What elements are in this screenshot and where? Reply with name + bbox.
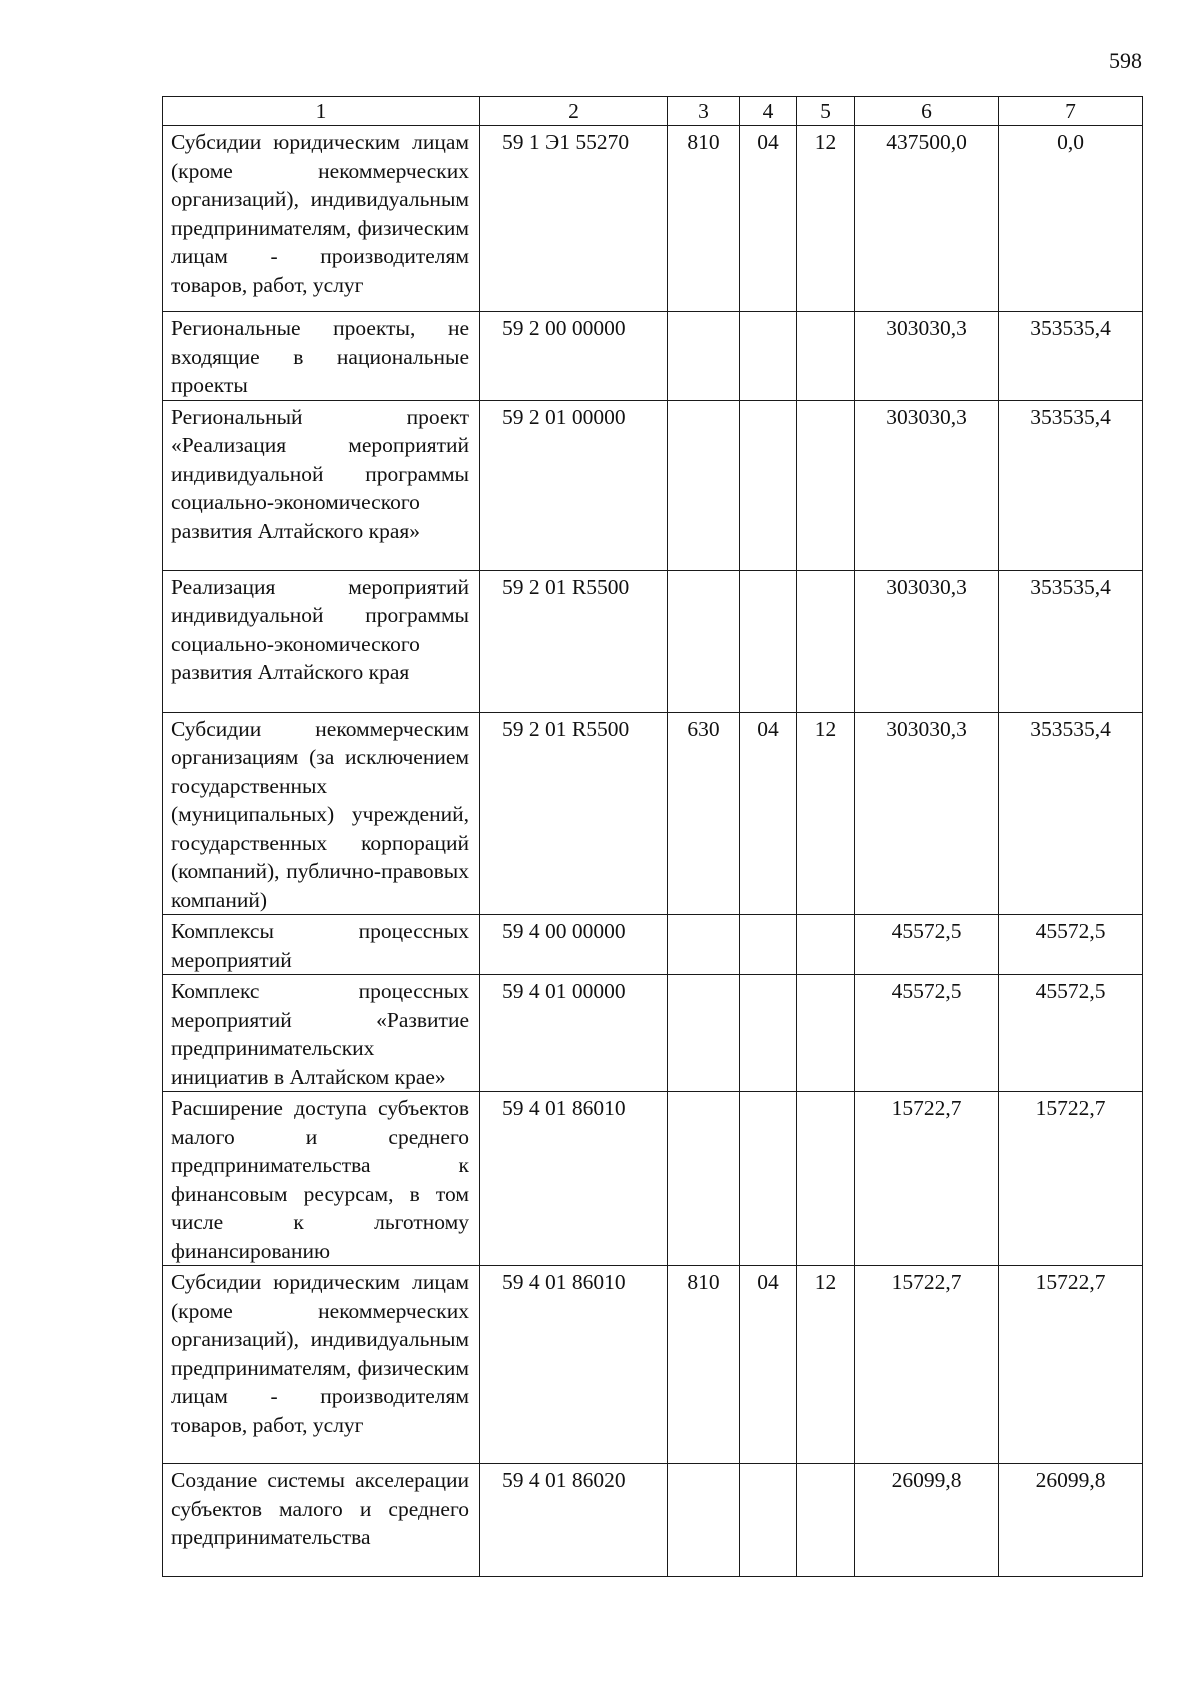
row-rz xyxy=(740,1464,797,1577)
row-vr xyxy=(668,1464,740,1577)
row-sum-1: 15722,7 xyxy=(855,1092,999,1266)
column-header: 5 xyxy=(797,97,855,126)
row-pr xyxy=(797,975,855,1092)
row-pr: 12 xyxy=(797,126,855,312)
row-sum-2: 353535,4 xyxy=(999,312,1143,401)
table-row xyxy=(163,712,1143,915)
row-rz xyxy=(740,975,797,1092)
row-pr: 12 xyxy=(797,712,855,915)
column-header: 6 xyxy=(855,97,999,126)
row-sum-2: 353535,4 xyxy=(999,570,1143,712)
row-sum-2: 45572,5 xyxy=(999,975,1143,1092)
row-rz: 04 xyxy=(740,126,797,312)
row-name: Региональные проекты, не входящие в национальные проекты xyxy=(163,312,480,401)
row-vr xyxy=(668,400,740,570)
row-name: Комплексы процессных мероприятий xyxy=(163,915,480,975)
row-name: Реализация мероприятий индивидуальной программы социально-экономического развития Алтайского края xyxy=(163,570,480,712)
row-pr xyxy=(797,400,855,570)
table-row xyxy=(163,570,1143,712)
row-name: Комплекс процессных мероприятий «Развитие предпринимательских инициатив в Алтайском крае» xyxy=(163,975,480,1092)
page-number: 598 xyxy=(1109,48,1142,73)
row-vr: 810 xyxy=(668,1266,740,1464)
row-vr xyxy=(668,975,740,1092)
column-header: 2 xyxy=(480,97,668,126)
row-code: 59 4 01 00000 xyxy=(480,975,668,1092)
row-code: 59 1 Э1 55270 xyxy=(480,126,668,312)
row-vr xyxy=(668,312,740,401)
row-name: Расширение доступа субъектов малого и среднего предпринимательства к финансовым ресурсам, в том числе к льготному финансированию xyxy=(163,1092,480,1266)
row-name: Региональный проект «Реализация мероприятий индивидуальной программы социально-экономического развития Алтайского края» xyxy=(163,400,480,570)
row-code: 59 2 00 00000 xyxy=(480,312,668,401)
row-sum-1: 45572,5 xyxy=(855,915,999,975)
table-row xyxy=(163,915,1143,975)
table-row xyxy=(163,975,1143,1092)
column-header: 7 xyxy=(999,97,1143,126)
row-rz: 04 xyxy=(740,712,797,915)
row-sum-1: 45572,5 xyxy=(855,975,999,1092)
row-sum-2: 26099,8 xyxy=(999,1464,1143,1577)
row-vr: 630 xyxy=(668,712,740,915)
header-row xyxy=(163,97,1143,126)
row-sum-2: 353535,4 xyxy=(999,400,1143,570)
row-name: Субсидии юридическим лицам (кроме некоммерческих организаций), индивидуальным предпринимателям, физическим лицам - производителям товаров, работ, услуг xyxy=(163,1266,480,1464)
row-sum-2: 15722,7 xyxy=(999,1092,1143,1266)
row-rz xyxy=(740,570,797,712)
row-code: 59 2 01 00000 xyxy=(480,400,668,570)
row-code: 59 4 01 86010 xyxy=(480,1092,668,1266)
row-pr xyxy=(797,915,855,975)
row-sum-2: 0,0 xyxy=(999,126,1143,312)
row-code: 59 2 01 R5500 xyxy=(480,570,668,712)
row-name: Субсидии юридическим лицам (кроме некоммерческих организаций), индивидуальным предпринимателям, физическим лицам - производителям товаров, работ, услуг xyxy=(163,126,480,312)
row-rz xyxy=(740,400,797,570)
row-sum-1: 303030,3 xyxy=(855,312,999,401)
column-header: 1 xyxy=(163,97,480,126)
table-row xyxy=(163,1266,1143,1464)
row-code: 59 2 01 R5500 xyxy=(480,712,668,915)
table-row xyxy=(163,1092,1143,1266)
row-name: Субсидии некоммерческим организациям (за исключением государственных (муниципальных) учреждений, государственных корпораций (компаний), публично-правовых компаний) xyxy=(163,712,480,915)
table-row xyxy=(163,1464,1143,1577)
row-sum-2: 45572,5 xyxy=(999,915,1143,975)
row-sum-2: 353535,4 xyxy=(999,712,1143,915)
row-rz xyxy=(740,1092,797,1266)
budget-table xyxy=(162,96,1143,1577)
row-sum-1: 303030,3 xyxy=(855,712,999,915)
row-sum-1: 437500,0 xyxy=(855,126,999,312)
row-sum-1: 15722,7 xyxy=(855,1266,999,1464)
row-vr xyxy=(668,915,740,975)
row-code: 59 4 01 86010 xyxy=(480,1266,668,1464)
table-row xyxy=(163,400,1143,570)
row-sum-1: 26099,8 xyxy=(855,1464,999,1577)
row-pr xyxy=(797,1092,855,1266)
table-row xyxy=(163,126,1143,312)
row-rz xyxy=(740,312,797,401)
row-sum-2: 15722,7 xyxy=(999,1266,1143,1464)
row-pr: 12 xyxy=(797,1266,855,1464)
row-vr: 810 xyxy=(668,126,740,312)
row-pr xyxy=(797,312,855,401)
row-vr xyxy=(668,570,740,712)
row-vr xyxy=(668,1092,740,1266)
row-sum-1: 303030,3 xyxy=(855,570,999,712)
column-header: 4 xyxy=(740,97,797,126)
row-name: Создание системы акселерации субъектов малого и среднего предпринимательства xyxy=(163,1464,480,1577)
row-pr xyxy=(797,570,855,712)
row-sum-1: 303030,3 xyxy=(855,400,999,570)
row-pr xyxy=(797,1464,855,1577)
row-code: 59 4 01 86020 xyxy=(480,1464,668,1577)
row-code: 59 4 00 00000 xyxy=(480,915,668,975)
table-row xyxy=(163,312,1143,401)
row-rz xyxy=(740,915,797,975)
row-rz: 04 xyxy=(740,1266,797,1464)
column-header: 3 xyxy=(668,97,740,126)
